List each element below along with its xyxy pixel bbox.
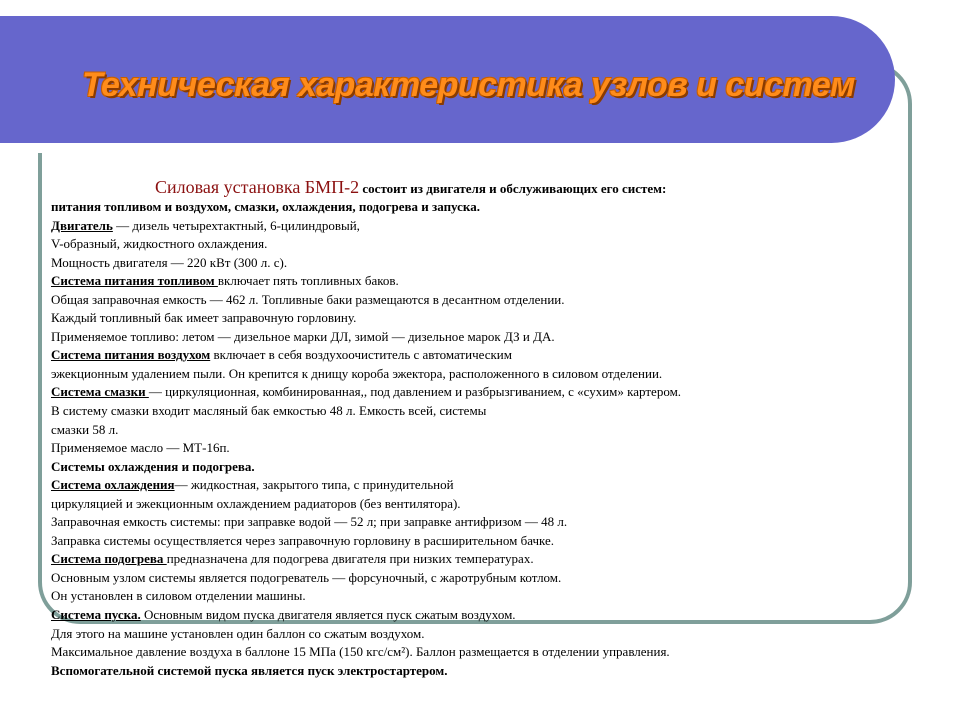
cooling-system-text: — жидкостная, закрытого типа, с принудительной xyxy=(174,477,454,493)
slide-body xyxy=(51,174,911,680)
lube-tank-line: В систему смазки входит масляный бак емкостью 48 л. Емкость всей, системы xyxy=(51,403,487,419)
start-system-line xyxy=(51,606,911,625)
fuel-neck-line: Каждый топливный бак имеет заправочную горловину. xyxy=(51,310,357,326)
cooling-heating-heading: Системы охлаждения и подогрева. xyxy=(51,458,255,474)
page-title: Техническая характеристика узлов и систем xyxy=(82,66,855,104)
heating-system-label: Система подогрева xyxy=(51,551,167,567)
systems-list-line: питания топливом и воздухом, смазки, охлаждения, подогрева и запуска. xyxy=(51,199,480,214)
heating-location-line: Он установлен в силовом отделении машины. xyxy=(51,588,306,604)
heading-text: состоит из двигателя и обслуживающих его систем: xyxy=(359,181,667,196)
lube-system-label: Система смазки xyxy=(51,384,149,400)
lube-oil-line: Применяемое масло — МТ-16п. xyxy=(51,440,230,456)
cooling-system-line xyxy=(51,476,911,495)
air-system-detail-line: эжекционным удалением пыли. Он крепится к днищу короба эжектора, расположенного в силовом отделении. xyxy=(51,365,663,381)
heating-system-line xyxy=(51,550,911,569)
heating-main-line: Основным узлом системы является подогреватель — форсуночный, с жаротрубным котлом. xyxy=(51,569,562,585)
heading-highlight: Силовая установка БМП-2 xyxy=(155,177,360,197)
cooling-detail-line: циркуляцией и эжекционным охлаждением радиаторов (без вентилятора). xyxy=(51,495,461,511)
fuel-capacity-line: Общая заправочная емкость — 462 л. Топливные баки размещаются в десантном отделении. xyxy=(51,291,565,307)
engine-type-line: V-образный, жидкостного охлаждения. xyxy=(51,236,268,252)
start-aux-line: Вспомогательной системой пуска является пуск электростартером. xyxy=(51,662,448,678)
start-system-label: Система пуска. xyxy=(51,607,141,623)
banner-underline xyxy=(0,143,870,153)
fuel-type-line: Применяемое топливо: летом — дизельное марки ДЛ, зимой — дизельное марок ДЗ и ДА. xyxy=(51,328,555,344)
fuel-system-line xyxy=(51,272,911,291)
cooling-system-label: Система охлаждения xyxy=(51,477,175,493)
air-system-line xyxy=(51,346,911,365)
air-system-label: Система питания воздухом xyxy=(51,347,211,363)
cooling-fill-line: Заправка системы осуществляется через заправочную горловину в расширительном бачке. xyxy=(51,532,554,548)
engine-power-line: Мощность двигателя — 220 кВт (300 л. с). xyxy=(51,254,288,270)
lube-system-line xyxy=(51,383,911,402)
start-cylinder-line: Для этого на машине установлен один баллон со сжатым воздухом. xyxy=(51,625,425,641)
cooling-capacity-line: Заправочная емкость системы: при заправке водой — 52 л; при заправке антифризом — 48 л. xyxy=(51,514,568,530)
fuel-system-text: включает пять топливных баков. xyxy=(217,273,399,289)
heating-system-text: предназначена для подогрева двигателя при низких температурах. xyxy=(166,551,534,567)
heading-line xyxy=(51,174,911,198)
start-system-text: Основным видом пуска двигателя является пуск сжатым воздухом. xyxy=(140,607,516,623)
lube-total-line: смазки 58 л. xyxy=(51,421,119,437)
engine-line xyxy=(51,217,911,236)
engine-label: Двигатель xyxy=(51,217,113,233)
air-system-text: включает в себя воздухоочиститель с автоматическим xyxy=(210,347,512,363)
lube-system-text: — циркуляционная, комбинированная,, под давлением и разбрызгиванием, с «сухим» картером. xyxy=(148,384,682,400)
fuel-system-label: Система питания топливом xyxy=(51,273,218,289)
engine-text: — дизель четырехтактный, 6-цилиндровый, xyxy=(112,217,360,233)
start-pressure-line: Максимальное давление воздуха в баллоне 15 МПа (150 кгс/см²). Баллон размещается в отделении управления. xyxy=(51,644,670,660)
